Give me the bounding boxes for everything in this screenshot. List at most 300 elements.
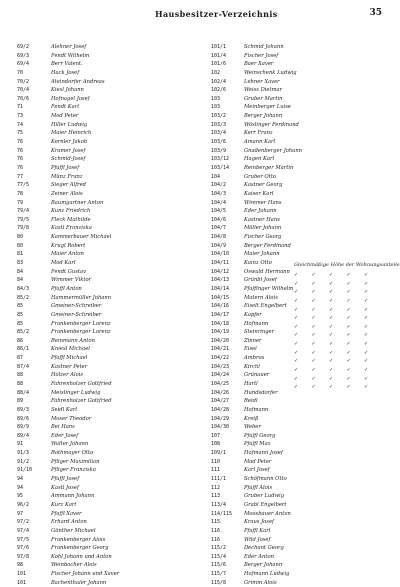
owner-name: Pfaffinger Wilhelm: [244, 285, 294, 292]
house-number: 115/2: [211, 545, 227, 552]
owner-name: Sieger Alfred: [51, 182, 86, 189]
check-mark: ✓: [364, 367, 369, 374]
house-number: 104/23: [211, 363, 230, 370]
owner-name: Wimmer Viktor: [51, 277, 92, 284]
owner-name: Pfaffl Alois: [244, 484, 273, 491]
house-number: 73: [17, 113, 24, 120]
owner-name: Eder Johann: [244, 208, 277, 215]
house-number: 77: [17, 173, 24, 180]
owner-name: Berger Johann: [244, 562, 283, 569]
house-number: 104/9: [211, 242, 227, 249]
list-item: [211, 95, 397, 104]
list-item: [17, 570, 199, 579]
owner-name: Ambros: [244, 355, 265, 362]
check-mark: ✓: [311, 323, 316, 330]
owner-name: Meislinger Ludwig: [51, 389, 101, 396]
house-number: 102: [211, 69, 221, 76]
ownership-row: [294, 349, 382, 358]
owner-name: Weber: [244, 424, 261, 431]
list-item: [17, 518, 199, 527]
list-item: [211, 415, 397, 424]
owner-name: Gmeiner-Schreiber: [51, 311, 102, 318]
list-item: [17, 259, 199, 268]
page-number: 35: [369, 8, 382, 18]
house-number: 104/16: [211, 303, 230, 310]
list-item: [17, 345, 199, 354]
owner-name: Eiselt Engelbert: [244, 303, 287, 310]
house-number: 104/5: [211, 208, 227, 215]
list-item: [17, 43, 199, 52]
owner-name: Gnadenberger Johann: [244, 147, 303, 154]
owner-name: Hofmann Ludwig: [244, 571, 290, 578]
house-number: 104/3: [211, 190, 227, 197]
check-mark: ✓: [294, 367, 299, 374]
house-number: 102/6: [211, 87, 227, 94]
owner-name: Zeiner Alois: [51, 190, 83, 197]
owner-name: Krugl Robert: [51, 242, 86, 249]
list-item: [17, 328, 199, 337]
house-number: 79: [17, 199, 24, 206]
owner-name: Kaiser Karl: [244, 190, 274, 197]
check-mark: ✓: [311, 289, 316, 296]
list-item: [211, 544, 397, 553]
check-mark: ✓: [364, 280, 369, 287]
list-item: [17, 406, 199, 415]
list-item: [17, 78, 199, 87]
house-number: 91/3: [17, 450, 30, 457]
owner-name: Gruber Martin: [244, 95, 283, 102]
check-mark: ✓: [294, 323, 299, 330]
house-number: 104/27: [211, 398, 230, 405]
house-number: 85: [17, 311, 24, 318]
house-number: 88: [17, 380, 24, 387]
owner-name: Reinberger Martin: [244, 164, 294, 171]
list-item: [17, 216, 199, 225]
owner-name: Fleck Mathilde: [51, 216, 91, 223]
owner-name: Frankenberger Alois: [51, 536, 106, 543]
owner-name: Möller Johann: [244, 225, 282, 232]
house-number: 77/5: [17, 182, 30, 189]
house-number: 103/12: [211, 156, 230, 163]
owner-name: Eder Anton: [244, 553, 274, 560]
owner-name: Meinberger Luise: [244, 104, 291, 111]
house-number: 79/4: [17, 208, 30, 215]
list-item: [211, 112, 397, 121]
list-item: [17, 579, 199, 587]
list-item: [17, 224, 199, 233]
house-number: 104/28: [211, 406, 230, 413]
check-mark: ✓: [311, 306, 316, 313]
page-header: [0, 9, 400, 21]
check-mark: ✓: [294, 341, 299, 348]
list-item: [211, 475, 397, 484]
house-number: 97/6: [17, 545, 30, 552]
house-number: 83: [17, 260, 24, 267]
check-mark: ✓: [294, 280, 299, 287]
list-item: [211, 199, 397, 208]
list-item: [211, 397, 397, 406]
owner-name: Rothmayer Otto: [51, 450, 94, 457]
owner-name: Kastner Peter: [51, 363, 88, 370]
list-item: [17, 423, 199, 432]
house-number: 101/6: [211, 61, 227, 68]
owner-name: Reinmann Anton: [51, 337, 95, 344]
house-number: 84: [17, 268, 24, 275]
list-item: [211, 121, 397, 130]
owner-name: Hofnagel Josef: [51, 95, 90, 102]
owner-name: Dechant Georg: [244, 545, 284, 552]
check-mark: ✓: [346, 375, 351, 382]
list-item: [211, 561, 397, 570]
owner-name: Alehner Josef: [51, 44, 87, 50]
house-number: 95: [17, 493, 24, 500]
owner-name: Eder Josef: [51, 432, 79, 439]
check-mark: ✓: [311, 367, 316, 374]
house-number: 110: [211, 458, 221, 465]
house-number: 104/19: [211, 329, 230, 336]
owner-name: Mod Peter: [244, 458, 272, 465]
house-number: 89/3: [17, 406, 30, 413]
owner-name: Günther Michael: [51, 527, 96, 534]
owner-name: Fahrenholzer Gottfried: [51, 380, 112, 387]
owner-name: Lehner Xaver: [244, 78, 280, 85]
list-item: [17, 242, 199, 251]
house-number: 85/2: [17, 329, 30, 336]
owner-name: Fendt Wilhelm: [51, 52, 90, 59]
owner-name: Fendt Gustav: [51, 268, 87, 275]
check-mark: ✓: [311, 272, 316, 278]
owner-name: Hofmann: [244, 406, 269, 413]
house-number: 115: [211, 519, 221, 526]
list-item: [211, 164, 397, 173]
check-mark: ✓: [294, 358, 299, 365]
check-mark: ✓: [346, 349, 351, 356]
list-item: [17, 95, 199, 104]
owner-name: Schöfmann Otto: [244, 476, 287, 483]
list-item: [211, 484, 397, 493]
house-number: 104/17: [211, 311, 230, 318]
check-mark: ✓: [346, 272, 351, 278]
check-mark: ✓: [329, 289, 334, 296]
house-number: 102/4: [211, 78, 227, 85]
house-number: 69/2: [17, 44, 30, 50]
ownership-row: [294, 306, 382, 315]
owner-name: Reidl: [244, 398, 258, 405]
house-number: 75: [17, 130, 24, 137]
list-item: [17, 207, 199, 216]
house-number: 104/26: [211, 389, 230, 396]
house-number: 104/22: [211, 355, 230, 362]
owner-name: Kernler Jakob: [51, 139, 88, 146]
check-mark: ✓: [329, 272, 334, 278]
check-mark: ✓: [294, 315, 299, 322]
list-item: [211, 423, 397, 432]
list-item: [17, 294, 199, 303]
list-item: [17, 397, 199, 406]
ownership-row: [294, 280, 382, 289]
list-item: [211, 501, 397, 510]
house-number: 70: [17, 69, 24, 76]
check-mark: ✓: [329, 358, 334, 365]
list-item: [17, 415, 199, 424]
check-mark: ✓: [311, 315, 316, 322]
list-item: [17, 60, 199, 69]
list-item: [211, 233, 397, 242]
house-number: 104/25: [211, 380, 230, 387]
list-item: [211, 103, 397, 112]
house-number: 80: [17, 234, 24, 241]
check-mark: ✓: [294, 349, 299, 356]
house-number: 116: [211, 527, 221, 534]
owner-name: Mod Peter: [51, 113, 79, 120]
list-item: [17, 173, 199, 182]
owner-name: Walter Johann: [51, 441, 89, 448]
house-number: 97/8: [17, 553, 30, 560]
owner-name: Hagen Karl: [244, 156, 275, 163]
owner-name: Kraus Josef: [244, 519, 274, 526]
house-number: 113: [211, 493, 221, 500]
list-item: [211, 242, 397, 251]
list-item: [17, 276, 199, 285]
list-item: [17, 190, 199, 199]
house-number: 103/3: [211, 121, 227, 128]
list-item: [211, 250, 397, 259]
house-number: 97/5: [17, 536, 30, 543]
list-item: [211, 60, 397, 69]
list-item: [211, 570, 397, 579]
house-number: 104/15: [211, 294, 230, 301]
house-number: 101/1: [211, 44, 227, 50]
check-mark: ✓: [294, 332, 299, 339]
ownership-table-header: Gleichmäßige Höhe der Wohnungsanteile: [294, 262, 400, 268]
check-mark: ✓: [364, 297, 369, 304]
check-mark: ✓: [346, 297, 351, 304]
house-number: 91/10: [17, 467, 33, 474]
list-item: [17, 501, 199, 510]
list-item: [17, 147, 199, 156]
house-number: 104/10: [211, 251, 230, 258]
list-item: [17, 199, 199, 208]
owner-name: Maier Johann: [244, 251, 280, 258]
house-number: 104/18: [211, 320, 230, 327]
owner-name: Weinbacher Alois: [51, 562, 97, 569]
check-mark: ✓: [329, 375, 334, 382]
house-number: 84: [17, 277, 24, 284]
house-number: 101: [17, 571, 27, 578]
list-item: [211, 147, 397, 156]
house-number: 86/1: [17, 346, 30, 353]
owner-name: Hundsdorfer: [244, 389, 278, 396]
owner-name: Mod Karl: [51, 260, 76, 267]
check-mark: ✓: [329, 341, 334, 348]
house-number: 111/1: [211, 476, 227, 483]
house-number: 89/9: [17, 424, 30, 431]
house-number: 87/4: [17, 363, 30, 370]
owner-name: Frankenberger Lorenz: [51, 329, 111, 336]
list-item: [211, 138, 397, 147]
house-number: 104/2: [211, 182, 227, 189]
list-item: [211, 553, 397, 562]
owner-name: Moosbauer Anton: [244, 510, 291, 517]
list-item: [17, 181, 199, 190]
check-mark: ✓: [364, 349, 369, 356]
list-item: [17, 380, 199, 389]
left-column: [17, 43, 199, 587]
list-item: [17, 492, 199, 501]
list-item: [211, 52, 397, 61]
house-number: 76: [17, 156, 24, 163]
list-item: [211, 216, 397, 225]
house-number: 97/2: [17, 519, 30, 526]
list-item: [17, 52, 199, 61]
owner-name: Holzer Alois: [51, 372, 84, 379]
page-title: Hausbesitzer-Verzeichnis: [155, 9, 278, 19]
list-item: [211, 155, 397, 164]
check-mark: ✓: [294, 375, 299, 382]
owner-name: Hofmann: [244, 320, 269, 327]
owner-name: Amann Karl: [244, 139, 276, 146]
house-number: 115/6: [211, 562, 227, 569]
list-item: [17, 285, 199, 294]
check-mark: ✓: [346, 315, 351, 322]
owner-name: Kurz Karl: [51, 501, 77, 508]
list-item: [211, 510, 397, 519]
check-mark: ✓: [346, 367, 351, 374]
check-mark: ✓: [329, 384, 334, 391]
ownership-marks: [294, 271, 382, 392]
owner-name: Berger Ferdinand: [244, 242, 291, 249]
check-mark: ✓: [364, 384, 369, 391]
owner-name: Weiss Dietmar: [244, 87, 283, 94]
check-mark: ✓: [364, 375, 369, 382]
list-item: [17, 363, 199, 372]
owner-name: Hofmann Josef: [244, 450, 283, 457]
list-item: [17, 121, 199, 130]
owner-name: Kniesl Michael: [51, 346, 90, 353]
check-mark: ✓: [311, 341, 316, 348]
list-item: [211, 449, 397, 458]
house-number: 109/1: [211, 450, 227, 457]
house-number: 114/115: [211, 510, 233, 517]
house-number: 88/4: [17, 389, 30, 396]
check-mark: ✓: [346, 323, 351, 330]
owner-name: Kastl Josef: [51, 484, 79, 491]
owner-name: Wöslinger Ferdinand: [244, 121, 299, 128]
owner-name: Gmeiner-Schreiber: [51, 303, 102, 310]
list-item: [211, 129, 397, 138]
owner-name: Erhard Anton: [51, 519, 87, 526]
check-mark: ✓: [294, 297, 299, 304]
house-number: 91/2: [17, 458, 30, 465]
owner-name: Pfaffl Georg: [244, 432, 276, 439]
list-item: [211, 466, 397, 475]
house-number: 97/4: [17, 527, 30, 534]
list-item: [17, 440, 199, 449]
check-mark: ✓: [329, 323, 334, 330]
owner-name: Frankenberger Lorenz: [51, 320, 111, 327]
list-item: [17, 536, 199, 545]
check-mark: ✓: [346, 341, 351, 348]
house-number: 96/2: [17, 501, 30, 508]
owner-name: Baer Xaver: [244, 61, 274, 68]
owner-name: Hartl: [244, 380, 258, 387]
owner-name: Pfaffl Anton: [51, 285, 82, 292]
list-item: [17, 527, 199, 536]
list-item: [211, 527, 397, 536]
house-number: 79/8: [17, 225, 30, 232]
check-mark: ✓: [364, 272, 369, 278]
check-mark: ✓: [294, 384, 299, 391]
list-item: [211, 406, 397, 415]
owner-name: Hammermüller Johann: [51, 294, 112, 301]
list-item: [17, 138, 199, 147]
list-item: [211, 224, 397, 233]
list-item: [211, 458, 397, 467]
list-item: [211, 536, 397, 545]
list-item: [17, 449, 199, 458]
check-mark: ✓: [311, 358, 316, 365]
house-number: 104/6: [211, 216, 227, 223]
owner-name: Pfaffl Xaver: [51, 510, 82, 517]
house-number: 86: [17, 337, 24, 344]
house-number: 85: [17, 303, 24, 310]
owner-name: Karl Josef: [244, 467, 270, 474]
ownership-row: [294, 323, 382, 332]
check-mark: ✓: [294, 306, 299, 313]
house-number: 89: [17, 398, 24, 405]
list-item: [211, 86, 397, 95]
ownership-row: [294, 357, 382, 366]
house-number: 69/4: [17, 61, 30, 68]
house-number: 103/14: [211, 164, 230, 171]
check-mark: ✓: [294, 289, 299, 296]
house-number: 111: [211, 467, 221, 474]
house-number: 104/29: [211, 415, 230, 422]
list-item: [17, 250, 199, 259]
list-item: [211, 78, 397, 87]
house-number: 103/9: [211, 147, 227, 154]
check-mark: ✓: [364, 332, 369, 339]
house-number: 104/30: [211, 424, 230, 431]
house-number: 91: [17, 441, 24, 448]
owner-name: Kunz Friedrich: [51, 208, 91, 215]
list-item: [17, 466, 199, 475]
owner-name: Wimmer Hans: [244, 199, 282, 206]
check-mark: ✓: [329, 297, 334, 304]
owner-name: Fischer Georg: [244, 234, 282, 241]
house-number: 70/2: [17, 78, 30, 85]
check-mark: ✓: [329, 315, 334, 322]
house-number: 104/11: [211, 260, 230, 267]
owner-name: Kainz Otto: [244, 260, 272, 267]
house-number: 115/7: [211, 571, 227, 578]
owner-name: Pfaffl Karl: [244, 527, 271, 534]
list-item: [17, 268, 199, 277]
check-mark: ✓: [346, 289, 351, 296]
house-number: 104/14: [211, 285, 230, 292]
list-item: [211, 173, 397, 182]
house-number: 70/6: [17, 95, 30, 102]
owner-name: Baumgartner Anton: [51, 199, 104, 206]
owner-name: Pfliger Maximilian: [51, 458, 100, 465]
check-mark: ✓: [364, 315, 369, 322]
ownership-row: [294, 383, 382, 392]
owner-name: Grünauer: [244, 372, 270, 379]
list-item: [17, 233, 199, 242]
check-mark: ✓: [364, 323, 369, 330]
owner-name: Grünbl Josef: [244, 277, 277, 284]
owner-name: Berger Johann: [244, 113, 283, 120]
